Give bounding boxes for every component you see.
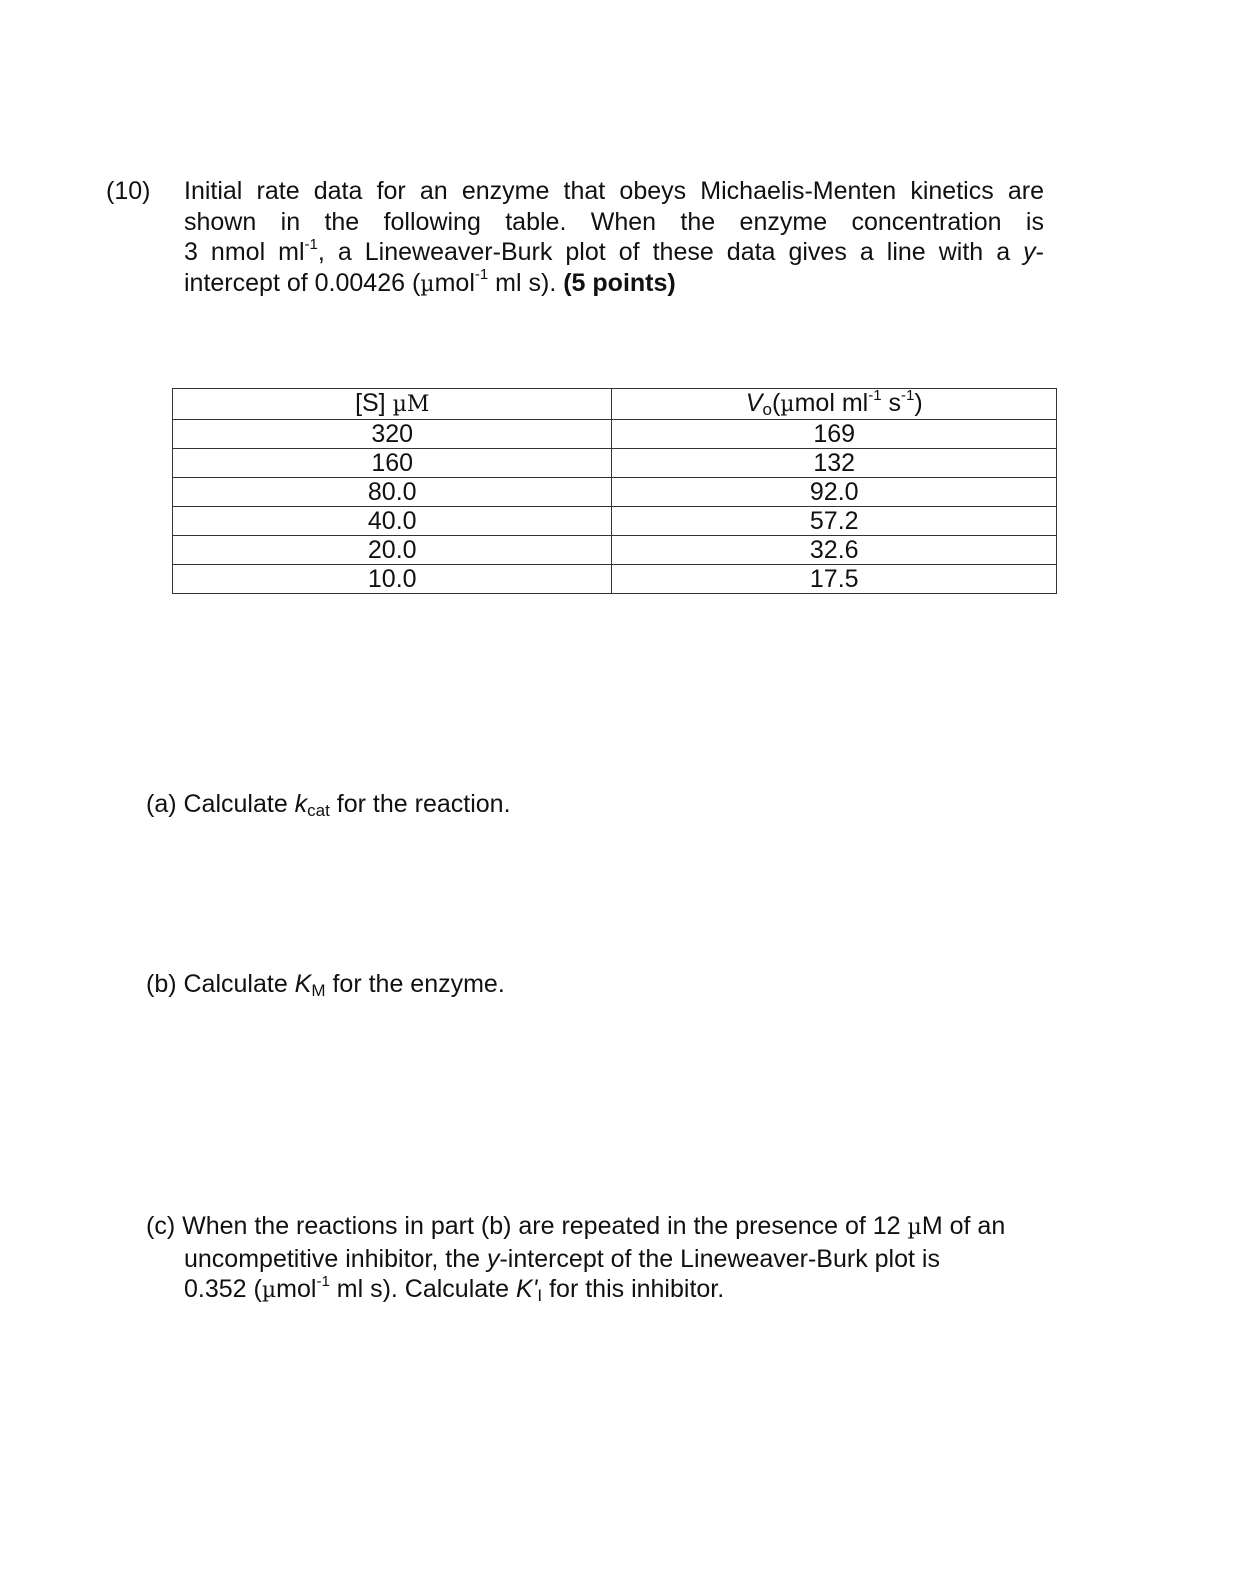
- velocity-cell: 32.6: [612, 536, 1057, 565]
- intro-line-2: shown in the following table. When the enzyme concentration is: [184, 207, 1044, 236]
- substrate-cell: 80.0: [173, 478, 612, 507]
- velocity-cell: 169: [612, 420, 1057, 449]
- velocity-cell: 132: [612, 449, 1057, 478]
- question-number: (10): [106, 177, 151, 205]
- substrate-cell: 40.0: [173, 507, 612, 536]
- part-c-line-1: (c) When the reactions in part (b) are repeated in the presence of 12 µM of an: [146, 1212, 1006, 1240]
- table-row: [173, 449, 1057, 478]
- part-c-question: [146, 1211, 1066, 1307]
- substrate-cell: 320: [173, 420, 612, 449]
- substrate-cell: 10.0: [173, 565, 612, 594]
- velocity-cell: 57.2: [612, 507, 1057, 536]
- intro-line-1: Initial rate data for an enzyme that obeys Michaelis-Menten kinetics are: [184, 177, 1044, 205]
- part-a-question: (a) Calculate $k_{cat}$ for the reaction.: [146, 790, 511, 820]
- part-c-line-3: 0.352 (µmol$^{-1}$ ml s). Calculate $K'_I$ for this inhibitor.: [184, 1272, 725, 1305]
- intro-line-4: intercept of 0.00426 (µmol$^{-1}$ ml s). (5 points): [184, 266, 676, 297]
- table-row: [173, 565, 1057, 594]
- part-b-question: (b) Calculate $K_M$ for the enzyme.: [146, 970, 505, 1000]
- table-row: [173, 478, 1057, 507]
- velocity-cell: 92.0: [612, 478, 1057, 507]
- table-header-row: [173, 389, 1057, 420]
- points-label: (5 points): [563, 268, 676, 297]
- substrate-cell: 160: [173, 449, 612, 478]
- velocity-cell: 17.5: [612, 565, 1057, 594]
- part-c-line-2: uncompetitive inhibitor, the y-intercept of the Lineweaver-Burk plot is: [184, 1244, 940, 1273]
- intro-line-3: 3 nmol $ml^{-1}$, a Lineweaver-Burk plot of these data gives a line with a y-: [184, 235, 1044, 266]
- table-row: [173, 420, 1057, 449]
- table-row: [173, 507, 1057, 536]
- substrate-header: [S] µM: [173, 389, 612, 420]
- substrate-cell: 20.0: [173, 536, 612, 565]
- rate-data-table: [172, 388, 1057, 594]
- velocity-header: $V_o(\mu mol$ $ml^{-1}$ $s^{-1}$): [612, 389, 1057, 420]
- table-row: [173, 536, 1057, 565]
- question-intro: [184, 176, 1044, 300]
